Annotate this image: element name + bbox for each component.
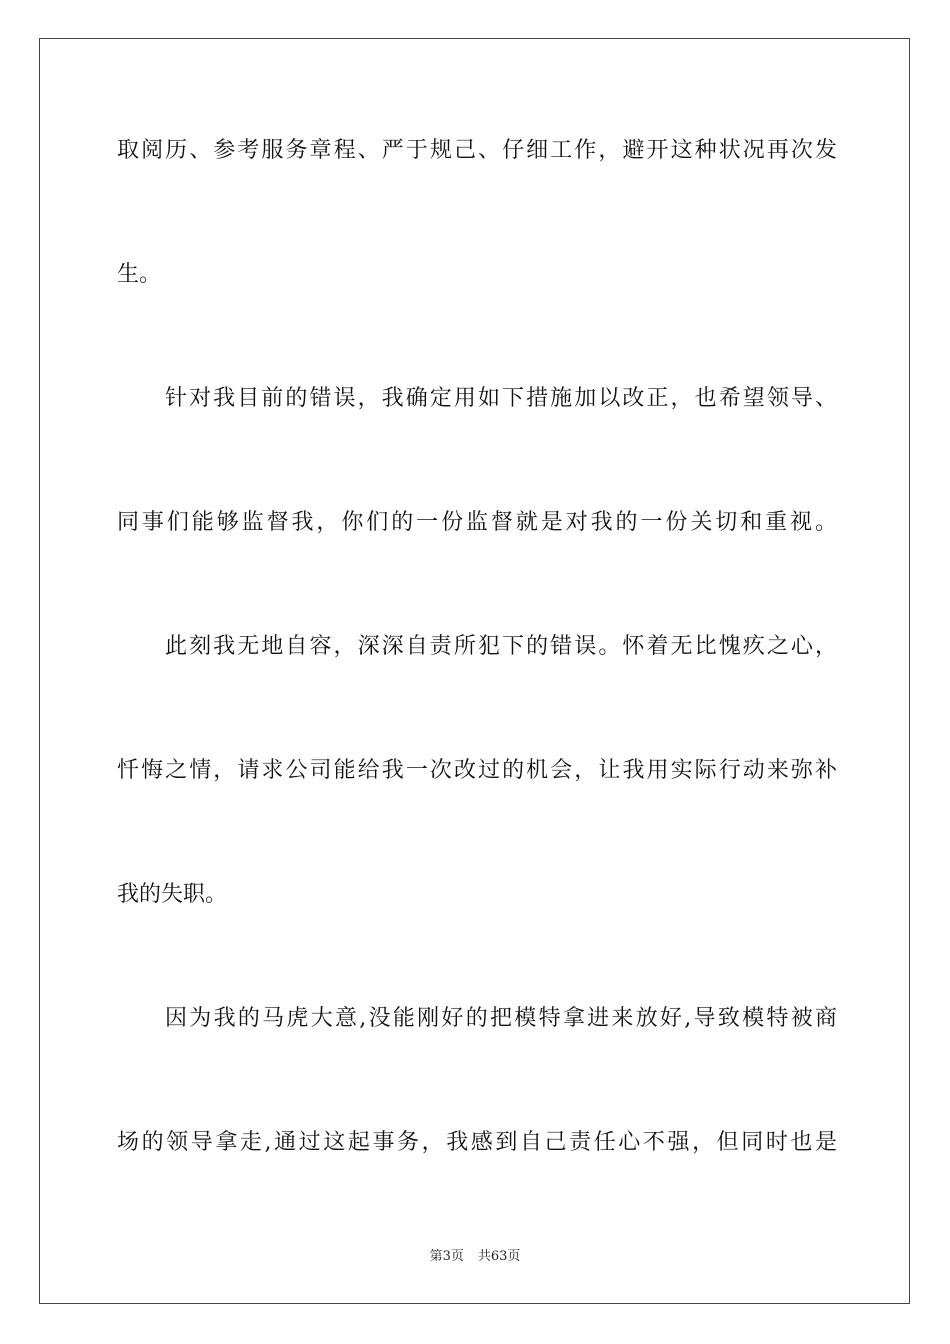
paragraph-line: 忏悔之情，请求公司能给我一次改过的机会，让我用实际行动来弥补 [117,758,837,783]
page-number: 第3页 [429,1249,464,1264]
paragraph-line: 因为我的马虎大意,没能刚好的把模特拿进来放好,导致模特被商 [165,1006,837,1031]
paragraph-line: 同事们能够监督我，你们的一份监督就是对我的一份关切和重视。 [117,510,837,535]
paragraph-line: 此刻我无地自容，深深自责所犯下的错误。怀着无比愧疚之心， [165,634,837,659]
paragraph-line: 我的失职。 [117,882,228,907]
paragraph-line: 生。 [117,262,162,287]
page-border [39,38,910,1304]
page-footer [0,1248,950,1266]
paragraph-line: 针对我目前的错误，我确定用如下措施加以改正，也希望领导、 [165,386,837,411]
paragraph-line: 场的领导拿走,通过这起事务，我感到自己责任心不强，但同时也是 [117,1130,837,1155]
paragraph-line: 取阅历、参考服务章程、严于规己、仔细工作，避开这种状况再次发 [117,138,837,163]
page-total: 共63页 [477,1249,521,1264]
